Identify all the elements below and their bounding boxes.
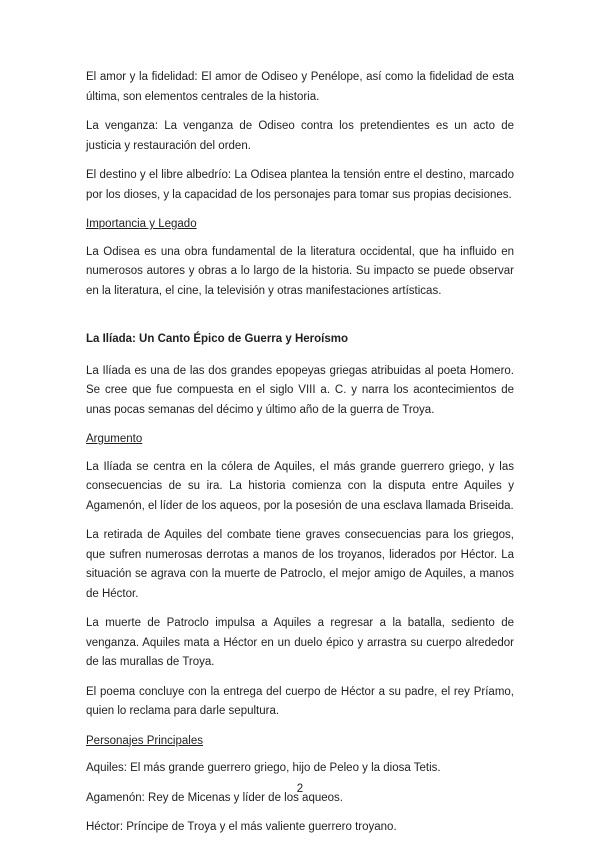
subheading-importancia: Importancia y Legado	[86, 218, 197, 230]
paragraph-argumento-2: La retirada de Aquiles del combate tiene graves consecuencias para los griegos, que sufren numerosas derrotas a manos de los troyanos, liderados por Héctor. La situación se agrava con la muerte de Patroclo, el mejor amigo de Aquiles, a manos de Héctor.	[86, 529, 514, 600]
paragraph-venganza: La venganza: La venganza de Odiseo contra los pretendientes es un acto de justicia y restauración del orden.	[86, 120, 514, 152]
paragraph-argumento-3: La muerte de Patroclo impulsa a Aquiles a regresar a la batalla, sediento de venganza. Aquiles mata a Héctor en un duelo épico y arrastra su cuerpo alrededor de las murallas de Troya.	[86, 617, 514, 668]
page-content	[86, 68, 514, 848]
section-heading-iliada: La Ilíada: Un Canto Épico de Guerra y Heroísmo	[86, 333, 349, 345]
subheading-personajes: Personajes Principales	[86, 734, 203, 747]
page-number: 2	[296, 783, 304, 795]
paragraph-amor-fidelidad: El amor y la fidelidad: El amor de Odiseo y Penélope, así como la fidelidad de esta última, son elementos centrales de la historia.	[86, 71, 514, 103]
paragraph-iliada-intro: La Ilíada es una de las dos grandes epopeyas griegas atribuidas al poeta Homero. Se cree que fue compuesta en el siglo VIII a. C. y narra los acontecimientos de unas pocas semanas del décimo y último año de la guerra de Troya.	[86, 364, 514, 416]
paragraph-importancia: La Odisea es una obra fundamental de la literatura occidental, que ha influido en numerosos autores y obras a lo largo de la historia. Su impacto se puede observar en la literatura, el cine, la televisión y otras manifestaciones artísticas.	[86, 245, 514, 297]
paragraph-argumento-1: La Ilíada se centra en la cólera de Aquiles, el más grande guerrero griego, y las consecuencias de su ira. La historia comienza con la disputa entre Aquiles y Agamenón, el líder de los aqueos, por la posesión de una esclava llamada Briseida.	[86, 460, 514, 512]
character-agamenon: Agamenón: Rey de Micenas y líder de los aqueos.	[86, 791, 343, 804]
character-aquiles: Aquiles: El más grande guerrero griego, hijo de Peleo y la diosa Tetis.	[86, 762, 441, 774]
paragraph-destino: El destino y el libre albedrío: La Odisea plantea la tensión entre el destino, marcado por los dioses, y la capacidad de los personajes para tomar sus propias decisiones.	[86, 169, 514, 201]
character-hector: Héctor: Príncipe de Troya y el más valiente guerrero troyano.	[86, 821, 397, 833]
paragraph-argumento-4: El poema concluye con la entrega del cuerpo de Héctor a su padre, el rey Príamo, quien lo reclama para darle sepultura.	[86, 685, 514, 717]
subheading-argumento: Argumento	[86, 433, 143, 445]
